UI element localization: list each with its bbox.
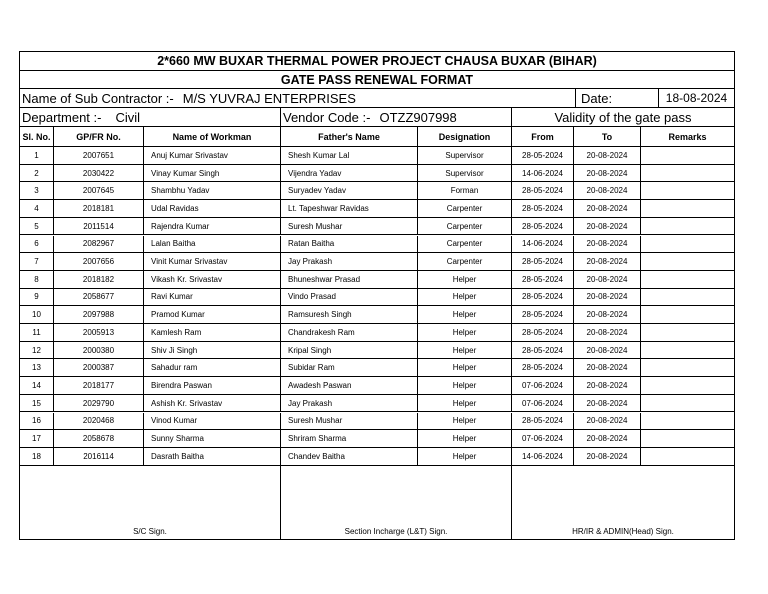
cell-designation: Supervisor (417, 147, 511, 164)
table-row (20, 395, 734, 413)
cell-father-name: Awadesh Paswan (280, 377, 417, 394)
cell-father-name: Chandev Baitha (280, 448, 417, 465)
cell-to-date: 20-08-2024 (573, 147, 640, 164)
table-row (20, 200, 734, 218)
sc-signature: S/C Sign. (133, 527, 167, 536)
cell-sl-no: 15 (32, 398, 41, 408)
cell-sl-no: 18 (32, 451, 41, 461)
vendor-code-field (280, 108, 511, 126)
hr-admin-signature: HR/IR & ADMIN(Head) Sign. (511, 471, 734, 539)
vendor-code-value: OTZZ907998 (379, 109, 457, 125)
cell-to-date: 20-08-2024 (573, 324, 640, 341)
cell-from-date: 14-06-2024 (511, 236, 573, 253)
validity-label: Validity of the gate pass (511, 108, 734, 126)
table-row (20, 165, 734, 183)
subtitle-row (20, 71, 734, 89)
cell-gp-fr-no: 2011514 (53, 218, 143, 235)
cell-father-name: Kripal Singh (280, 342, 417, 359)
cell-workman-name: Shambhu Yadav (143, 182, 280, 199)
cell-father-name: Chandrakesh Ram (280, 324, 417, 341)
table-row (20, 413, 734, 431)
cell-father-name: Bhuneshwar Prasad (280, 271, 417, 288)
cell-designation: Helper (417, 271, 511, 288)
cell-workman-name: Vinod Kumar (143, 413, 280, 430)
cell-designation: Carpenter (417, 218, 511, 235)
cell-designation: Helper (417, 413, 511, 430)
cell-sl-no: 5 (34, 221, 39, 231)
date-value: 18-08-2024 (658, 89, 734, 107)
sub-contractor-value: M/S YUVRAJ ENTERPRISES (182, 90, 356, 106)
cell-designation: Helper (417, 359, 511, 376)
department-field (22, 108, 278, 126)
cell-from-date: 07-06-2024 (511, 377, 573, 394)
cell-workman-name: Vinit Kumar Srivastav (143, 253, 280, 270)
column-header-designation: Designation (417, 127, 511, 146)
cell-remarks (640, 182, 734, 199)
cell-remarks (640, 324, 734, 341)
table-row (20, 324, 734, 342)
cell-from-date: 28-05-2024 (511, 200, 573, 217)
cell-designation: Supervisor (417, 165, 511, 182)
cell-gp-fr-no: 2000380 (53, 342, 143, 359)
cell-to-date: 20-08-2024 (573, 395, 640, 412)
cell-sl-no: 2 (34, 168, 39, 178)
cell-workman-name: Ravi Kumar (143, 289, 280, 306)
cell-remarks (640, 359, 734, 376)
cell-to-date: 20-08-2024 (573, 306, 640, 323)
table-row (20, 359, 734, 377)
cell-designation: Carpenter (417, 253, 511, 270)
cell-father-name: Ramsuresh Singh (280, 306, 417, 323)
cell-gp-fr-no: 2058677 (53, 289, 143, 306)
cell-sl-no: 13 (32, 363, 41, 373)
cell-from-date: 28-05-2024 (511, 253, 573, 270)
table-row (20, 271, 734, 289)
cell-designation: Helper (417, 324, 511, 341)
document-title: 2*660 MW BUXAR THERMAL POWER PROJECT CHAUSA BUXAR (BIHAR) (157, 54, 597, 68)
cell-from-date: 28-05-2024 (511, 147, 573, 164)
table-row (20, 147, 734, 165)
cell-from-date: 14-06-2024 (511, 165, 573, 182)
column-header-sl-no: Sl. No. (22, 131, 51, 142)
cell-gp-fr-no: 2020468 (53, 413, 143, 430)
table-row (20, 182, 734, 200)
cell-workman-name: Birendra Paswan (143, 377, 280, 394)
table-row (20, 448, 734, 466)
table-row (20, 218, 734, 236)
cell-father-name: Suresh Mushar (280, 413, 417, 430)
cell-remarks (640, 200, 734, 217)
cell-father-name: Jay Prakash (280, 253, 417, 270)
cell-from-date: 28-05-2024 (511, 218, 573, 235)
cell-from-date: 28-05-2024 (511, 342, 573, 359)
cell-workman-name: Anuj Kumar Srivastav (143, 147, 280, 164)
cell-sl-no: 12 (32, 345, 41, 355)
cell-remarks (640, 448, 734, 465)
cell-gp-fr-no: 2097988 (53, 306, 143, 323)
cell-remarks (640, 218, 734, 235)
cell-designation: Helper (417, 306, 511, 323)
cell-gp-fr-no: 2005913 (53, 324, 143, 341)
cell-remarks (640, 395, 734, 412)
cell-sl-no: 10 (32, 310, 41, 320)
cell-designation: Helper (417, 377, 511, 394)
cell-remarks (640, 306, 734, 323)
cell-remarks (640, 271, 734, 288)
signature-row (20, 471, 734, 539)
cell-designation: Carpenter (417, 236, 511, 253)
cell-to-date: 20-08-2024 (573, 271, 640, 288)
column-header-to-date: To (573, 127, 640, 146)
cell-from-date: 07-06-2024 (511, 430, 573, 447)
cell-gp-fr-no: 2007651 (53, 147, 143, 164)
title-row (20, 52, 734, 71)
column-header-father-name: Father's Name (280, 127, 417, 146)
sub-contractor-row (20, 89, 734, 108)
cell-to-date: 20-08-2024 (573, 413, 640, 430)
department-row (20, 108, 734, 127)
cell-to-date: 20-08-2024 (573, 182, 640, 199)
cell-from-date: 28-05-2024 (511, 324, 573, 341)
cell-remarks (640, 413, 734, 430)
cell-gp-fr-no: 2018181 (53, 200, 143, 217)
cell-gp-fr-no: 2016114 (53, 448, 143, 465)
cell-sl-no: 11 (32, 327, 41, 337)
column-header-workman-name: Name of Workman (143, 127, 280, 146)
cell-designation: Forman (417, 182, 511, 199)
cell-to-date: 20-08-2024 (573, 377, 640, 394)
cell-workman-name: Sunny Sharma (143, 430, 280, 447)
cell-gp-fr-no: 2082967 (53, 236, 143, 253)
cell-gp-fr-no: 2007656 (53, 253, 143, 270)
cell-gp-fr-no: 2007645 (53, 182, 143, 199)
cell-from-date: 28-05-2024 (511, 359, 573, 376)
cell-workman-name: Lalan Baitha (143, 236, 280, 253)
table-row (20, 306, 734, 324)
cell-father-name: Suryadev Yadav (280, 182, 417, 199)
cell-workman-name: Vinay Kumar Singh (143, 165, 280, 182)
cell-father-name: Lt. Tapeshwar Ravidas (280, 200, 417, 217)
cell-gp-fr-no: 2058678 (53, 430, 143, 447)
cell-gp-fr-no: 2018177 (53, 377, 143, 394)
cell-remarks (640, 430, 734, 447)
cell-workman-name: Shiv Ji Singh (143, 342, 280, 359)
cell-from-date: 28-05-2024 (511, 413, 573, 430)
cell-father-name: Shriram Sharma (280, 430, 417, 447)
cell-to-date: 20-08-2024 (573, 342, 640, 359)
cell-sl-no: 6 (34, 239, 39, 249)
cell-remarks (640, 236, 734, 253)
sub-contractor-label: Name of Sub Contractor :- (22, 90, 174, 106)
department-value: Civil (115, 109, 141, 125)
cell-designation: Helper (417, 342, 511, 359)
cell-father-name: Vijendra Yadav (280, 165, 417, 182)
cell-remarks (640, 289, 734, 306)
column-header-from-date: From (511, 127, 573, 146)
table-row (20, 430, 734, 448)
vendor-code-label: Vendor Code :- (283, 109, 371, 125)
cell-father-name: Subidar Ram (280, 359, 417, 376)
section-incharge-signature: Section Incharge (L&T) Sign. (280, 471, 511, 539)
cell-workman-name: Rajendra Kumar (143, 218, 280, 235)
cell-to-date: 20-08-2024 (573, 448, 640, 465)
cell-from-date: 28-05-2024 (511, 271, 573, 288)
cell-remarks (640, 377, 734, 394)
cell-father-name: Vindo Prasad (280, 289, 417, 306)
cell-workman-name: Kamlesh Ram (143, 324, 280, 341)
cell-sl-no: 17 (32, 434, 41, 444)
table-header-row (20, 127, 734, 147)
cell-gp-fr-no: 2029790 (53, 395, 143, 412)
cell-workman-name: Vikash Kr. Srivastav (143, 271, 280, 288)
cell-to-date: 20-08-2024 (573, 236, 640, 253)
cell-designation: Helper (417, 430, 511, 447)
cell-gp-fr-no: 2030422 (53, 165, 143, 182)
cell-designation: Helper (417, 395, 511, 412)
cell-from-date: 14-06-2024 (511, 448, 573, 465)
cell-sl-no: 1 (34, 150, 39, 160)
cell-to-date: 20-08-2024 (573, 359, 640, 376)
cell-designation: Helper (417, 289, 511, 306)
cell-from-date: 07-06-2024 (511, 395, 573, 412)
cell-to-date: 20-08-2024 (573, 165, 640, 182)
cell-from-date: 28-05-2024 (511, 306, 573, 323)
cell-workman-name: Dasrath Baitha (143, 448, 280, 465)
date-label: Date: (575, 89, 658, 107)
gate-pass-sheet (19, 51, 735, 540)
cell-designation: Carpenter (417, 200, 511, 217)
cell-designation: Helper (417, 448, 511, 465)
cell-gp-fr-no: 2000387 (53, 359, 143, 376)
cell-remarks (640, 147, 734, 164)
cell-workman-name: Sahadur ram (143, 359, 280, 376)
document-subtitle: GATE PASS RENEWAL FORMAT (280, 72, 474, 87)
cell-to-date: 20-08-2024 (573, 218, 640, 235)
cell-to-date: 20-08-2024 (573, 253, 640, 270)
cell-remarks (640, 253, 734, 270)
table-row (20, 377, 734, 395)
cell-remarks (640, 342, 734, 359)
cell-father-name: Suresh Mushar (280, 218, 417, 235)
cell-sl-no: 4 (34, 203, 39, 213)
cell-workman-name: Ashish Kr. Srivastav (143, 395, 280, 412)
cell-sl-no: 3 (34, 186, 39, 196)
cell-to-date: 20-08-2024 (573, 430, 640, 447)
cell-father-name: Shesh Kumar Lal (280, 147, 417, 164)
cell-sl-no: 9 (34, 292, 39, 302)
cell-father-name: Jay Prakash (280, 395, 417, 412)
cell-to-date: 20-08-2024 (573, 200, 640, 217)
sub-contractor-field (22, 89, 572, 107)
cell-sl-no: 14 (32, 380, 41, 390)
cell-from-date: 28-05-2024 (511, 182, 573, 199)
table-row (20, 253, 734, 271)
cell-sl-no: 16 (32, 416, 41, 426)
table-row (20, 289, 734, 307)
cell-gp-fr-no: 2018182 (53, 271, 143, 288)
cell-sl-no: 8 (34, 274, 39, 284)
cell-sl-no: 7 (34, 257, 39, 267)
table-row (20, 342, 734, 360)
cell-workman-name: Pramod Kumar (143, 306, 280, 323)
column-header-remarks: Remarks (640, 127, 734, 146)
cell-to-date: 20-08-2024 (573, 289, 640, 306)
column-header-gp-fr-no: GP/FR No. (53, 127, 143, 146)
table-row (20, 236, 734, 254)
cell-from-date: 28-05-2024 (511, 289, 573, 306)
cell-workman-name: Udal Ravidas (143, 200, 280, 217)
cell-remarks (640, 165, 734, 182)
department-label: Department :- (22, 109, 102, 125)
cell-father-name: Ratan Baitha (280, 236, 417, 253)
